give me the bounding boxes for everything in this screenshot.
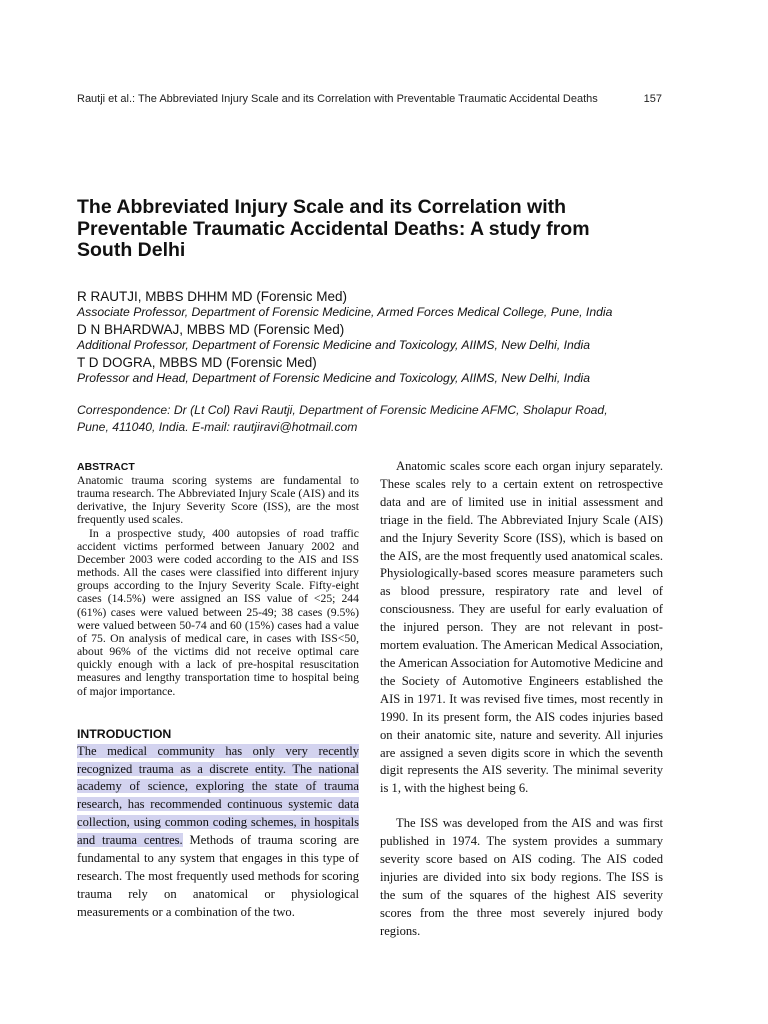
author-list bbox=[77, 289, 677, 388]
highlighted-text[interactable]: The medical community has only very recently recognized trauma as a discrete entity. The national academy of science, exploring the state of trauma research, has recommended continuous systemic data collection, using common coding schemes, in hospitals and trauma centres. bbox=[77, 743, 359, 848]
title-line-1: The Abbreviated Injury Scale and its Correlation with bbox=[77, 196, 567, 218]
right-column bbox=[380, 458, 663, 941]
article-title bbox=[77, 197, 677, 262]
introduction-paragraph bbox=[77, 743, 359, 922]
correspondence-line-1: Correspondence: Dr (Lt Col) Ravi Rautji, Department of Forensic Medicine AFMC, Sholapur Road, bbox=[77, 403, 608, 417]
left-column bbox=[77, 461, 359, 922]
author-affiliation: Associate Professor, Department of Forensic Medicine, Armed Forces Medical College, Pune, India bbox=[77, 305, 613, 319]
abstract-heading: ABSTRACT bbox=[77, 461, 135, 473]
introduction-text: Methods of trauma scoring are fundamental to any system that engages in this type of research. The most frequently used methods for scoring trauma rely on anatomical or physiological measurements or a combination of the two. bbox=[77, 833, 359, 919]
correspondence-line-2: Pune, 411040, India. E-mail: rautjiravi@hotmail.com bbox=[77, 420, 358, 434]
running-head bbox=[77, 93, 662, 105]
body-paragraph: Anatomic scales score each organ injury separately. These scales rely to a certain extent on retrospective data and are of limited use in initial assessment and triage in the field. The Abbreviated Injury Scale (AIS) and the Injury Severity Score (ISS), which is based on the AIS, are the most frequently used anatomical scales. Physiologically-based scores measure parameters such as blood pressure, respiratory rate and level of consciousness. They are useful for early evaluation of the injured person. They are not relevant in post-mortem evaluation. The American Medical Association, the American Association for Automotive Medicine and the Society of Automotive Engineers established the AIS in 1971. It was revised five times, most recently in 1990. In its present form, the AIS codes injuries based on their anatomic site, nature and severity. All injuries are assigned a seven digits score in which the seventh digit represents the AIS severity. The minimal severity is 1, with the highest being 6. bbox=[380, 459, 663, 796]
abstract-paragraph: In a prospective study, 400 autopsies of road traffic accident victims performed between January 2002 and December 2003 were coded according to the AIS and ISS methods. All the cases were classified into different injury groups according to the Injury Severity Scale. Fifty-eight cases (14.5%) were assigned an ISS value of <25; 244 (61%) cases were valued between 25-49; 38 cases (9.5%) were valued between 50-74 and 60 (15%) cases had a value of 75. On analysis of medical care, in cases with ISS<50, about 96% of the victims did not receive optimal care quickly enough with a lack of pre-hospital resuscitation measures and lengthy transportation time to hospital being of major importance. bbox=[77, 526, 359, 698]
author-name: T D DOGRA, MBBS MD (Forensic Med) bbox=[77, 355, 317, 370]
page-number: 157 bbox=[643, 93, 662, 105]
author-affiliation: Professor and Head, Department of Forensic Medicine and Toxicology, AIIMS, New Delhi, India bbox=[77, 371, 591, 385]
abstract-body bbox=[77, 474, 359, 698]
author-name: D N BHARDWAJ, MBBS MD (Forensic Med) bbox=[77, 322, 345, 337]
body-paragraph: The ISS was developed from the AIS and was first published in 1974. The system provides a summary severity score based on AIS coding. The AIS coded injuries are divided into six body regions. The ISS is the sum of the squares of the highest AIS severity scores from the three most severely injured body regions. bbox=[380, 816, 663, 938]
author-affiliation: Additional Professor, Department of Forensic Medicine and Toxicology, AIIMS, New Delhi, India bbox=[77, 338, 591, 352]
introduction-heading: INTRODUCTION bbox=[77, 726, 172, 741]
running-head-text: Rautji et al.: The Abbreviated Injury Scale and its Correlation with Preventable Traumatic Accidental Deaths bbox=[77, 93, 598, 105]
author-name: R RAUTJI, MBBS DHHM MD (Forensic Med) bbox=[77, 289, 348, 304]
title-line-2: Preventable Traumatic Accidental Deaths: A study from bbox=[77, 217, 590, 240]
abstract-paragraph: Anatomic trauma scoring systems are fundamental to trauma research. The Abbreviated Injury Scale (AIS) and its derivative, the Injury Severity Score (ISS), are the most frequently used scales. bbox=[77, 474, 359, 527]
title-line-3: South Delhi bbox=[77, 239, 186, 261]
correspondence bbox=[77, 402, 667, 436]
